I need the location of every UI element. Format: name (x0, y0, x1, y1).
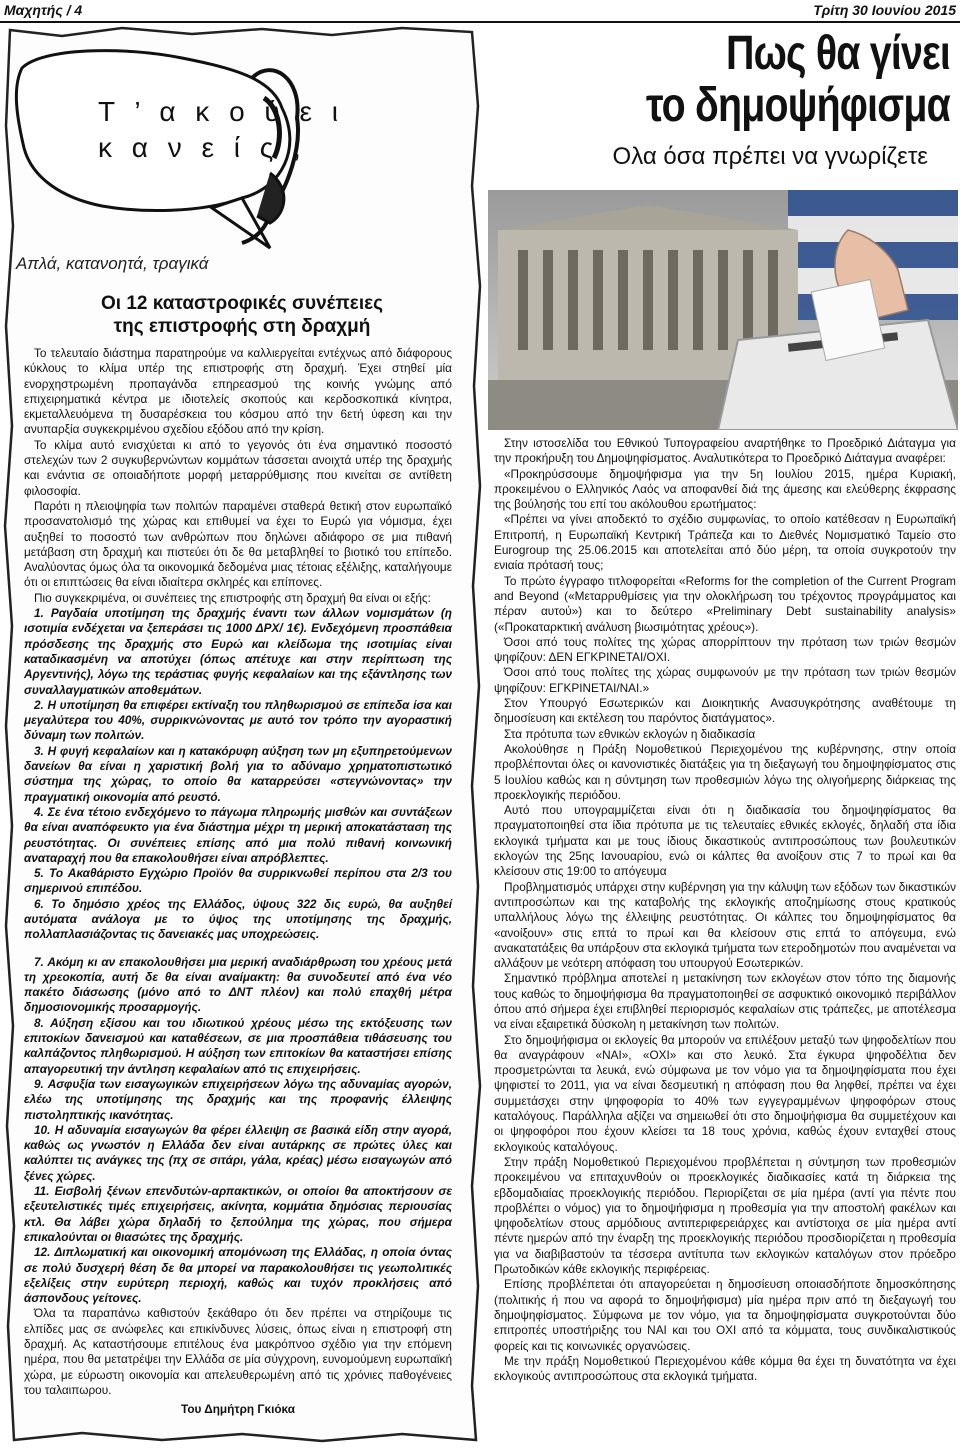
section-label: Μαχητής / 4 (4, 2, 83, 18)
paragraph: «Προκηρύσσουμε δημοψήφισμα για την 5η Ιουλίου 2015, ημέρα Κυριακή, προκειμένου ο Ελληνικός Λαός να αποφανθεί διά της άμεσης και ελεύθερης έκφρασης της βούλησής του επί του ακόλουθου ερωτήματος: (494, 466, 956, 512)
slogan: Απλά, κατανοητά, τραγικά (16, 254, 209, 273)
title-line-1: Οι 12 καταστροφικές συνέπειες (101, 293, 383, 314)
cartoon-question-line-1: Τ ’ α κ ο ύ ε ι (98, 96, 345, 127)
consequence-item: 11. Εισβολή ξένων επενδυτών-αρπακτικών, οι οποίοι θα αποκτήσουν σε εξευτελιστικές τιμές επιχειρήσεις, ακίνητα, κομμάτια δημόσιας περιουσίας κτλ. Θα λάβει χώρα δηλαδή το ξεπούλημα της χώρας, που σήμερα επικαλούνται οι θιασώτες της δραχμής. (24, 1184, 452, 1244)
paragraph: Όσοι από τους πολίτες της χώρας απορρίπτουν την πρόταση των τριών θεσμών ψηφίζουν: ΔΕΝ ΕΓΚΡΙΝΕΤΑΙ/ΟΧΙ. (494, 634, 956, 665)
consequence-item: 5. Το Ακαθάριστο Εγχώριο Προϊόν θα συρρικνωθεί περίπου στα 2/3 του σημερινού επιπέδου. (24, 866, 452, 896)
paragraph: Με την πράξη Νομοθετικού Περιεχομένου κάθε κόμμα θα έχει τη δυνατότητα να έχει εκλογικούς αντιπροσώπους στα εκλογικά τμήματα. (494, 1353, 956, 1384)
right-article-headline (589, 28, 950, 132)
paragraph: Πιο συγκεκριμένα, οι συνέπειες της επιστροφής στη δραχμή θα είναι οι εξής: (34, 590, 431, 605)
paragraph: «Πρέπει να γίνει αποδεκτό το σχέδιο συμφωνίας, το οποίο κατέθεσαν η Ευρωπαϊκή Επιτροπή, η Ευρωπαϊκή Κεντρική Τράπεζα και το Διεθνές Νομισματικό Ταμείο στο Eurogroup της 25.06.2015 και αποτελείται από δύο μέρη, τα οποία συγκροτούν την ενιαία πρότασή τους; (494, 512, 956, 573)
header-rule (0, 21, 960, 23)
consequence-item: 4. Σε ένα τέτοιο ενδεχόμενο το πάγωμα πληρωμής μισθών και συντάξεων θα είναι αναπόφευκτο για ένα διάστημα μέχρι τη μερική αποκατάσταση της ρευστότητας. Οι συνέπειες επίσης από μια πολύ πιθανή κοινωνική αναταραχή που θα επακολουθήσει είναι απρόβλεπτες. (24, 804, 452, 865)
consequence-item: 9. Ασφυξία των εισαγωγικών επιχειρήσεων λόγω της αδυναμίας αγορών, ελέω της υποτίμησης της δραχμής και της προφανής έλλειψης πιστοληπτικής ικανότητας. (24, 1076, 452, 1122)
spacer (24, 943, 452, 955)
headline-line-2: το δημοψήφισμα (645, 79, 950, 132)
photo-illustration (488, 190, 958, 430)
page-header (0, 0, 960, 22)
paragraph: Στην ιστοσελίδα του Εθνικού Τυπογραφείου αναρτήθηκε το Προεδρικό Διάταγμα για την προκήρυξη του Δημοψηφίσματος. Αναλυτικότερα το Προεδρικό Διάταγμα αναφέρει: (494, 436, 956, 466)
paragraph: Το τελευταίο διάστημα παρατηρούμε να καλλιεργείται εντέχνως από διάφορους κύκλους το κλίμα υπέρ της επιστροφής στη δραχμή. Έχει στηθεί μία ενορχηστρωμένη προπαγάνδα επηρεασμού της κοινής γνώμης από επιχειρηματικά κέντρα με ιδιοτελείς σκοπούς και κερδοσκοπικά κίνητρα, εκμεταλλευόμενα τη δυσαρέσκεια του κόσμου από την 6ετή ύφεση και την ανυπαρξία συγκεκριμένου σχεδίου εξόδου από την κρίση. (24, 346, 452, 437)
paragraph: Σημαντικό πρόβλημα αποτελεί η μετακίνηση των εκλογέων στον τόπο της διαμονής τους καθώς το δημοψήφισμα θα πραγματοποιηθεί σε ασφυκτικό οικονομικό περιβάλλον όπου από σήμερα έχει επιβληθεί περιορισμός κεφαλαίων στις τράπεζες, με αποτέλεσμα να είναι εξαιρετικά δύσκολη η μετακίνηση των πολιτών. (494, 971, 956, 1032)
paragraph: Επίσης προβλέπεται ότι απαγορεύεται η δημοσίευση οποιασδήποτε δημοσκόπησης (πολιτικής ή που να αφορά το δημοψήφισμα) μία ημέρα πριν από τη διεξαγωγή του δημοψηφίσματος. Σύμφωνα με τον νόμο, για τα δημοψηφίσματα συγκροτούνται δύο επιτροπές υποστήριξης του ΝΑΙ και του ΟΧΙ από τα κόμματα, τους συνδικαλιστικούς φορείς και τις κοινωνικές οργανώσεις. (494, 1277, 956, 1353)
left-article-body (24, 346, 452, 1417)
right-article-subhead: Ολα όσα πρέπει να γνωρίζετε (612, 143, 928, 170)
paragraph: Όσοι από τους πολίτες της χώρας συμφωνούν με την πρόταση των τριών θεσμών ψηφίζουν: ΕΓΚΡΙΝΕΤΑΙ/ΝΑΙ.» (494, 665, 956, 695)
paragraph: Το πρώτο έγγραφο τιτλοφορείται «Reforms for the completion of the Current Program and Beyond («Μεταρρυθμίσεις για την ολοκλήρωση του τρέχοντος προγράμματος και πέραν αυτού») και το δεύτερο «Preliminary Debt sustainability analysis» («Προκαταρκτική ανάλυση βιωσιμότητας χρέους»). (494, 573, 956, 634)
consequence-item: 7. Ακόμη κι αν επακολουθήσει μια μερική αναδιάρθρωση του χρέους μετά τη χρεοκοπία, αυτή δε θα είναι αναίμακτη: θα συνοδευτεί από ένα νέο πακέτο διάσωσης (μόνο από το ΔΝΤ πλέον) και πολύ επαχθή μέτρα δημοσιονομικής προσαρμογής. (24, 954, 452, 1015)
issue-date: Τρίτη 30 Ιουνίου 2015 (813, 2, 956, 18)
consequence-item: 1. Ραγδαία υποτίμηση της δραχμής έναντι των άλλων νομισμάτων (η ισοτιμία ενδέχεται να ξεπεράσει τις 1000 ΔΡΧ/ 1€). Ενδεχόμενη προσπάθεια πρόσδεσης της δραχμής στο Ευρώ και κλείδωμα της ισοτιμίας είναι καταδικασμένη να αποτύχει (όπως απέτυχε και στην περίπτωση της Αργεντινής), λόγω της τεράστιας φυγής κεφαλαίων και της εξάντλησης των συναλλαγματικών αποθεμάτων. (24, 606, 452, 697)
paragraph: Ακολούθησε η Πράξη Νομοθετικού Περιεχομένου της κυβέρνησης, στην οποία προβλέπονται όλες οι κανονιστικές διατάξεις για τη διεξαγωγή του δημοψηφίσματος στις 5 Ιουλίου καθώς και η σύντμηση των προθεσμιών λόγω της ολιγοήμερης διάρκειας της προεκλογικής περιόδου. (494, 741, 956, 802)
left-article (2, 26, 484, 1446)
consequence-item: 3. Η φυγή κεφαλαίων και η κατακόρυφη αύξηση των μη εξυπηρετούμενων δανείων θα είναι η χαριστική βολή για το αδύναμο χρηματοπιστωτικό σύστημα της χώρας, το οποίο θα καταρρεύσει «στεγνώνοντας» την πραγματική οικονομία από ρευστό. (24, 743, 452, 804)
parliament-ballot-photo (488, 190, 958, 430)
paragraph: Προβληματισμός υπάρχει στην κυβέρνηση για την κάλυψη των εξόδων των δικαστικών αντιπροσώπων και της καταβολής της εκλογικής αποζημίωσης στους κρατικούς υπαλλήλους λόγω της έλλειψης ρευστότητας. Οι κάλπες του δημοψηφίσματος θα «ανοίξουν» στις επτά το πρωί και θα κλείσουν στις επτά το απόγευμα, ενώ ανακατατάξεις θα υπάρξουν στα εκλογικά τμήματα των ετεροδημοτών που αναμένεται να αλλάξουν με νεότερη απόφαση του υπουργού Εσωτερικών. (494, 879, 957, 971)
cartoon-question-line-2: κ α ν ε ί ς ; (98, 132, 307, 163)
title-line-2: της επιστροφής στη δραχμή (113, 316, 371, 337)
paragraph: Στον Υπουργό Εσωτερικών και Διοικητικής Ανασυγκρότησης αναθέτουμε τη δημοσίευση και εκτέλεση του παρόντος διατάγματος». (494, 696, 956, 726)
consequence-item: 2. Η υποτίμηση θα επιφέρει εκτίναξη του πληθωρισμού σε επίπεδα ίσα και μεγαλύτερα του 40%, συρρικνώνοντας με αυτό τον τρόπο την αγοραστική δύναμη των πολιτών. (24, 697, 452, 743)
subheading: Στα πρότυπα των εθνικών εκλογών η διαδικασία (504, 726, 756, 741)
paragraph: Παρότι η πλειοψηφία των πολιτών παραμένει σταθερά θετική στον ευρωπαϊκό προσανατολισμό της χώρας και επιθυμεί να έχει το Ευρώ για νόμισμα, έχει αυξηθεί το ποσοστό των ανθρώπων που δηλώνει αδιάφορο σε μια πιθανή μετάβαση στη δραχμή και πιστεύει ότι δε θα μεταβληθεί το βιοτικό του επίπεδο. Αναλύοντας όμως όλα τα οικονομικά δεδομένα μιας τέτοιας εξέλιξης, καταλήγουμε ότι οι επιπτώσεις θα είναι ιδιαίτερα σκληρές και επίπονες. (24, 498, 452, 590)
right-article-body (494, 436, 956, 1384)
paragraph: Το κλίμα αυτό ενισχύεται κι από το γεγονός ότι ένα σημαντικό ποσοστό στελεχών των 2 συγκυβερνώντων κομμάτων τάσσεται ανοιχτά υπέρ της δραχμής και ενάντια σε οποιαδήποτε μορφή μεταρρύθμισης που κινείται σε αντίθετη φιλοσοφία. (24, 437, 452, 498)
headline-line-1: Πως θα γίνει (726, 27, 950, 80)
consequence-item: 10. Η αδυναμία εισαγωγών θα φέρει έλλειψη σε βασικά είδη στην αγορά, καθώς ως γνωστόν η Ελλάδα δεν είναι αυτάρκης σε πρώτες ύλες και καλύπτει τις ανάγκες της (πχ σε σιτάρι, γάλα, κρέας) μέσω εισαγωγών από ξένες χώρες. (24, 1122, 452, 1183)
left-article-title (22, 292, 462, 338)
consequence-item: 8. Αύξηση εξίσου και του ιδιωτικού χρέους μέσω της εκτόξευσης των επιτοκίων δανεισμού και καταθέσεων, σε μια προσπάθεια τιθάσευσης του καλπάζοντος πληθωρισμού. Η αύξηση των επιτοκίων θα καταστήσει επίσης απαγορευτική την άντληση κεφαλαίων από τις επιχειρήσεις. (24, 1015, 452, 1076)
paragraph: Στην πράξη Νομοθετικού Περιεχομένου προβλέπεται η σύντμηση των προθεσμιών προκειμένου να επιταχυνθούν οι προεκλογικές διαδικασίες κατά τη διάρκεια της εβδομαδιαίας προεκλογικής περιόδου. Περιορίζεται σε μία ημέρα (αντί για πέντε που προβλέπει ο νόμος) για το δημοψήφισμα η προθεσμία για την αποστολή φακέλων και ψηφοδελτίων στους αρμόδιους αντιπεριφερειάρχες και αντίστοιχα σε μία ημέρα αντί πέντε ημερών από την έναρξη της προεκλογικής περιόδου προσδιορίζεται η προθεσμία για να διαβιβαστούν τα τέσσερα αντίτυπα των εκλογικών καταλόγων στον πρόεδρο Πρωτοδικών κάθε εκλογικής περιφέρειας. (494, 1154, 956, 1277)
consequence-item: 12. Διπλωματική και οικονομική απομόνωση της Ελλάδας, η οποία όντας σε πολύ δυσχερή θέση δε θα μπορεί να παρακολουθήσει τις γεωπολιτικές εξελίξεις στην ευρύτερη περιοχή, καθώς και τυχόν προκλήσεις από άσπονδους γείτονες. (24, 1245, 452, 1306)
author-byline: Του Δημήτρη Γκιόκα (181, 1402, 295, 1417)
consequence-item: 6. Το δημόσιο χρέος της Ελλάδος, ύψους 322 δις ευρώ, θα αυξηθεί αυτόματα ανάλογα με το ύψος της υποτίμησης της δραχμής, πολλαπλασιάζοντας τις δανειακές μας υποχρεώσεις. (24, 896, 452, 942)
closing-paragraph: Όλα τα παραπάνω καθιστούν ξεκάθαρο ότι δεν πρέπει να στηρίζουμε τις ελπίδες μας σε ανώφελες και επικίνδυνες λύσεις, όπως είναι η επιστροφή στη δραχμή. Ας καταστήσουμε επιτέλους ένα μακρόπνοο σχέδιο για την επόμενη ημέρα, που θα μετατρέψει την Ελλάδα σε μία σύγχρονη, ευνομούμενη ευρωπαϊκή χώρα, με εύρωστη οικονομία και απελευθερωμένη από τις χρόνιες παθογένειες του ταλαιπωρου. (24, 1306, 452, 1397)
cartoon-question (98, 94, 344, 166)
paragraph: Στο δημοψήφισμα οι εκλογείς θα μπορούν να επιλέξουν μεταξύ των ψηφοδελτίων που θα αναγράφουν «ΝΑΙ», «ΟΧΙ» και στο λευκό. Στα έγκυρα ψηφοδέλτια δεν προσμετρώνται τα λευκά, ενώ σύμφωνα με τον νόμο για τα δημοψηφίσματα που έχει ψηφιστεί το 2011, για να είναι δεσμευτική η απόφαση που θα ληφθεί, πρέπει να έχει συμμετάσχει στην ψηφοφορία το 40% των εγγεγραμμένων ψηφοφόρων στους καταλόγους. Παράλληλα αξίζει να σημειωθεί ότι στο δημοψήφισμα θα συμμετέχουν και οι ψηφοφόροι που έχουν κλείσει τα 18 τους χρόνια, καθώς έχουν ενταχθεί στους εκλογικούς καταλόγους. (494, 1032, 956, 1154)
paragraph: Αυτό που υπογραμμίζεται είναι ότι η διαδικασία του δημοψηφίσματος θα πραγματοποιηθεί στα ίδια πρότυπα με τις τελευταίες εθνικές εκλογές, δηλαδή στα ίδια εκλογικά τμήματα και με τους ίδιους δικαστικούς αντιπροσώπους των βουλευτικών εκλογών της 25ης Ιανουαρίου, ενώ οι κάλπες θα ανοίξουν στις 7 το πρωί και θα κλείσουν στις 19:00 το απόγευμα (494, 803, 956, 879)
